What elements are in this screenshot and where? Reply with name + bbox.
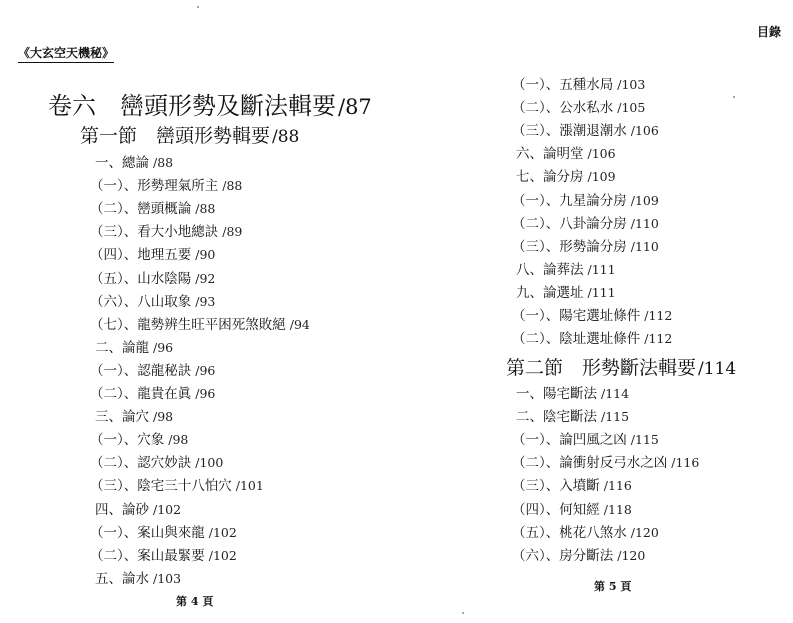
- toc-entry-title: 五、論水: [95, 570, 149, 587]
- toc-entry-page: /96: [195, 362, 216, 378]
- toc-entry: [95, 567, 181, 587]
- toc-entry-page: /120: [630, 524, 659, 540]
- page-number: 第 5 頁: [594, 580, 632, 593]
- toc-entry-page: /111: [587, 261, 616, 277]
- toc-entry-title: 九、論選址: [516, 284, 584, 301]
- toc-entry-title: 一、陽宅斷法: [516, 386, 597, 402]
- toc-entry: [90, 474, 264, 494]
- toc-entry: [512, 498, 632, 518]
- toc-entry: [90, 174, 242, 194]
- right-page: [400, 0, 793, 623]
- toc-entry-title: （一）、案山與來龍: [90, 524, 205, 541]
- toc-entry-page: /110: [630, 215, 659, 231]
- section-title: 第二節 形勢斷法輯要: [506, 357, 697, 379]
- toc-entry-page: /109: [630, 192, 659, 208]
- toc-entry-page: /90: [195, 247, 216, 263]
- chapter-heading: [48, 86, 372, 121]
- toc-entry: [90, 243, 215, 263]
- toc-entry: [95, 405, 173, 425]
- toc-entry: [516, 165, 616, 185]
- toc-entry-page: /120: [617, 547, 646, 563]
- toc-entry-page: /88: [222, 178, 243, 194]
- toc-entry-page: /118: [603, 501, 632, 517]
- toc-entry: [516, 405, 629, 425]
- toc-entry: [512, 474, 632, 494]
- toc-entry-page: /96: [195, 386, 216, 401]
- toc-entry-title: （三）、陰宅三十八怕穴: [90, 478, 232, 495]
- toc-entry: [90, 521, 237, 541]
- toc-entry-page: /105: [617, 100, 646, 116]
- toc-entry-page: /96: [153, 339, 174, 355]
- toc-entry-title: （四）、何知經: [512, 501, 600, 518]
- toc-entry-title: （三）、入墳斷: [512, 478, 600, 495]
- toc-entry-page: /106: [630, 123, 659, 139]
- toc-entry-title: （六）、八山取象: [90, 293, 192, 310]
- toc-entry-page: /112: [644, 331, 673, 347]
- toc-entry-title: 七、論分房: [516, 169, 584, 186]
- toc-entry: [90, 220, 242, 240]
- toc-entry-title: 二、陰宅斷法: [516, 409, 597, 426]
- toc-entry-title: 六、論明堂: [516, 146, 584, 163]
- toc-entry-title: （二）、公水私水: [512, 100, 614, 117]
- toc-entry: [512, 327, 672, 347]
- toc-entry: [512, 119, 659, 139]
- toc-entry: [512, 544, 645, 564]
- toc-entry-title: （二）、陰址選址條件: [512, 331, 641, 348]
- toc-entry-page: /88: [195, 201, 216, 217]
- toc-entry-title: （二）、論衝射反弓水之凶: [512, 455, 668, 472]
- toc-entry: [516, 142, 616, 162]
- toc-entry: [90, 290, 215, 310]
- toc-entry: [512, 212, 659, 232]
- toc-entry-page: /114: [601, 386, 630, 401]
- toc-entry-title: （六）、房分斷法: [512, 547, 614, 564]
- toc-entry: [95, 151, 173, 171]
- toc-entry-page: /106: [587, 146, 616, 162]
- toc-entry-page: /116: [671, 455, 700, 471]
- section-heading: [506, 353, 736, 380]
- toc-entry: [90, 359, 215, 379]
- toc-entry-title: 一、總論: [95, 155, 149, 171]
- toc-entry: [512, 451, 699, 471]
- toc-entry-page: /103: [617, 77, 646, 92]
- toc-entry: [512, 235, 659, 255]
- toc-entry-title: （二）、案山最緊要: [90, 547, 205, 564]
- toc-entry-page: /102: [208, 547, 237, 563]
- toc-entry: [512, 304, 672, 324]
- toc-entry-title: （一）、陽宅選址條件: [512, 308, 641, 324]
- toc-entry: [516, 258, 616, 278]
- toc-entry-page: /115: [601, 409, 630, 425]
- toc-entry-page: /92: [195, 270, 216, 286]
- toc-entry-page: /93: [195, 293, 216, 309]
- toc-entry-page: /115: [630, 432, 659, 448]
- toc-entry-title: 二、論龍: [95, 339, 149, 356]
- toc-entry-title: （五）、山水陰陽: [90, 270, 192, 287]
- toc-entry-page: /102: [153, 501, 182, 517]
- toc-entry-title: （一）、五種水局: [512, 77, 614, 93]
- toc-entry-title: （二）、認穴妙訣: [90, 455, 192, 472]
- toc-entry-page: /100: [195, 455, 224, 471]
- toc-entry-page: /109: [587, 169, 616, 185]
- toc-entry-title: （二）、巒頭概論: [90, 201, 192, 218]
- toc-entry: [90, 313, 310, 333]
- toc-entry-page: /103: [153, 570, 182, 586]
- toc-entry: [512, 96, 645, 116]
- toc-entry-title: （三）、漲潮退潮水: [512, 123, 627, 140]
- toc-entry-page: /112: [644, 308, 673, 323]
- toc-entry: [512, 428, 659, 448]
- toc-entry-page: /102: [208, 524, 237, 540]
- toc-entry-title: （三）、看大小地總訣: [90, 224, 219, 241]
- toc-entry: [90, 544, 237, 564]
- toc-entry: [90, 451, 223, 471]
- section-title: 第一節 巒頭形勢輯要: [80, 125, 271, 147]
- toc-entry: [90, 267, 215, 287]
- toc-entry: [90, 428, 188, 448]
- toc-entry-title: （四）、地理五要: [90, 247, 192, 264]
- toc-entry-title: （二）、龍貴在眞: [90, 386, 192, 402]
- toc-header: 目錄: [756, 25, 781, 39]
- toc-entry-title: （二）、八卦論分房: [512, 215, 627, 232]
- toc-entry-page: /98: [168, 432, 189, 448]
- scan-speck: [733, 96, 735, 98]
- section-heading: [80, 121, 299, 148]
- toc-entry-title: （三）、形勢論分房: [512, 238, 627, 255]
- toc-entry-page: /94: [289, 316, 310, 332]
- chapter-title: 卷六 巒頭形勢及斷法輯要: [48, 92, 336, 120]
- toc-entry-page: /88: [153, 155, 174, 170]
- scan-speck: [197, 6, 199, 8]
- toc-entry-page: /110: [630, 238, 659, 254]
- book-title-header: 《大玄空天機秘》: [18, 44, 114, 63]
- toc-entry-title: （一）、形勢理氣所主: [90, 178, 219, 195]
- toc-entry-title: （一）、認龍秘訣: [90, 362, 192, 379]
- toc-entry-title: （五）、桃花八煞水: [512, 524, 627, 541]
- page-number: 第 4 頁: [176, 595, 214, 608]
- toc-entry-title: （一）、穴象: [90, 432, 165, 449]
- scan-speck: [462, 612, 464, 614]
- section-page: /114: [698, 359, 737, 379]
- toc-entry: [512, 73, 645, 93]
- toc-entry-page: /101: [235, 478, 264, 494]
- toc-entry-title: （七）、龍勢辨生旺平困死煞敗絕: [90, 316, 286, 333]
- toc-entry-title: 八、論葬法: [516, 261, 584, 278]
- toc-entry-title: （一）、九星論分房: [512, 192, 627, 209]
- toc-entry: [95, 498, 181, 518]
- toc-entry: [512, 189, 659, 209]
- toc-entry: [516, 382, 629, 402]
- section-page: /88: [272, 127, 300, 147]
- toc-entry-page: /116: [603, 478, 632, 494]
- toc-entry: [95, 336, 173, 356]
- toc-entry-title: 三、論穴: [95, 409, 149, 426]
- toc-entry: [512, 521, 659, 541]
- toc-entry-title: 四、論砂: [95, 501, 149, 518]
- toc-entry-title: （一）、論凹風之凶: [512, 432, 627, 449]
- chapter-page: /87: [338, 95, 372, 119]
- toc-entry-page: /111: [587, 284, 616, 300]
- toc-entry: [516, 281, 616, 301]
- toc-entry: [90, 197, 215, 217]
- toc-entry: [90, 382, 215, 402]
- toc-entry-page: /89: [222, 224, 243, 240]
- toc-entry-page: /98: [153, 409, 174, 425]
